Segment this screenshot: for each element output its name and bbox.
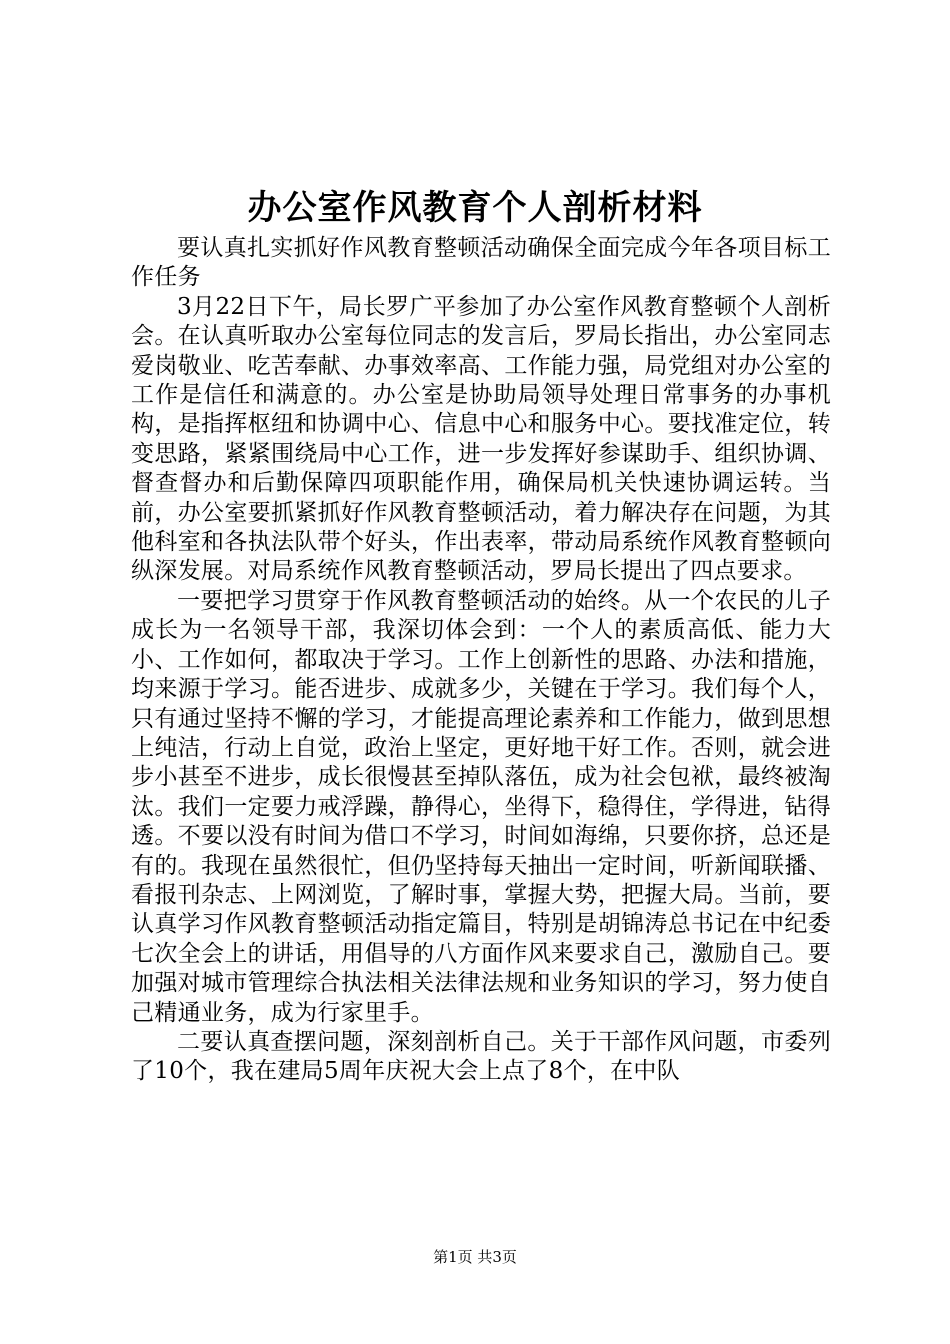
document-body: [131, 234, 831, 1087]
document-title: 办公室作风教育个人剖析材料: [247, 188, 703, 228]
subtitle-paragraph: 要认真扎实抓好作风教育整顿活动确保全面完成今年各项目标工作任务: [131, 235, 831, 291]
page-footer: 第1页 共3页: [433, 1248, 517, 1266]
body-paragraph: 二要认真查摆问题，深刻剖析自己。关于干部作风问题，市委列了10个，我在建局5周年庆祝大会上点了8个，在中队: [131, 1028, 831, 1085]
body-paragraph: 一要把学习贯穿于作风教育整顿活动的始终。从一个农民的儿子成长为一名领导干部，我深切体会到：一个人的素质高低、能力大小、工作如何，都取决于学习。工作上创新性的思路、办法和措施，均来源于学习。能否进步、成就多少，关键在于学习。我们每个人，只有通过坚持不懈的学习，才能提高理论素养和工作能力，做到思想上纯洁，行动上自觉，政治上坚定，更好地干好工作。否则，就会进步小甚至不进步，成长很慢甚至掉队落伍，成为社会包袱，最终被淘汰。我们一定要力戒浮躁，静得心，坐得下，稳得住，学得进，钻得透。不要以没有时间为借口不学习，时间如海绵，只要你挤，总还是有的。我现在虽然很忙，但仍坚持每天抽出一定时间，听新闻联播、看报刊杂志、上网浏览，了解时事，掌握大势，把握大局。当前，要认真学习作风教育整顿活动指定篇目，特别是胡锦涛总书记在中纪委七次全会上的讲话，用倡导的八方面作风来要求自己，激励自己。要加强对城市管理综合执法相关法律法规和业务知识的学习，努力使自己精通业务，成为行家里手。: [131, 587, 831, 1026]
body-paragraph: 3月22日下午，局长罗广平参加了办公室作风教育整顿个人剖析会。在认真听取办公室每位同志的发言后，罗局长指出，办公室同志爱岗敬业、吃苦奉献、办事效率高、工作能力强，局党组对办公室的工作是信任和满意的。办公室是协助局领导处理日常事务的办事机构，是指挥枢纽和协调中心、信息中心和服务中心。要找准定位，转变思路，紧紧围绕局中心工作，进一步发挥好参谋助手、组织协调、督查督办和后勤保障四项职能作用，确保局机关快速协调运转。当前，办公室要抓紧抓好作风教育整顿活动，着力解决存在问题，为其他科室和各执法队带个好头，作出表率，带动局系统作风教育整顿向纵深发展。对局系统作风教育整顿活动，罗局长提出了四点要求。: [131, 293, 831, 585]
